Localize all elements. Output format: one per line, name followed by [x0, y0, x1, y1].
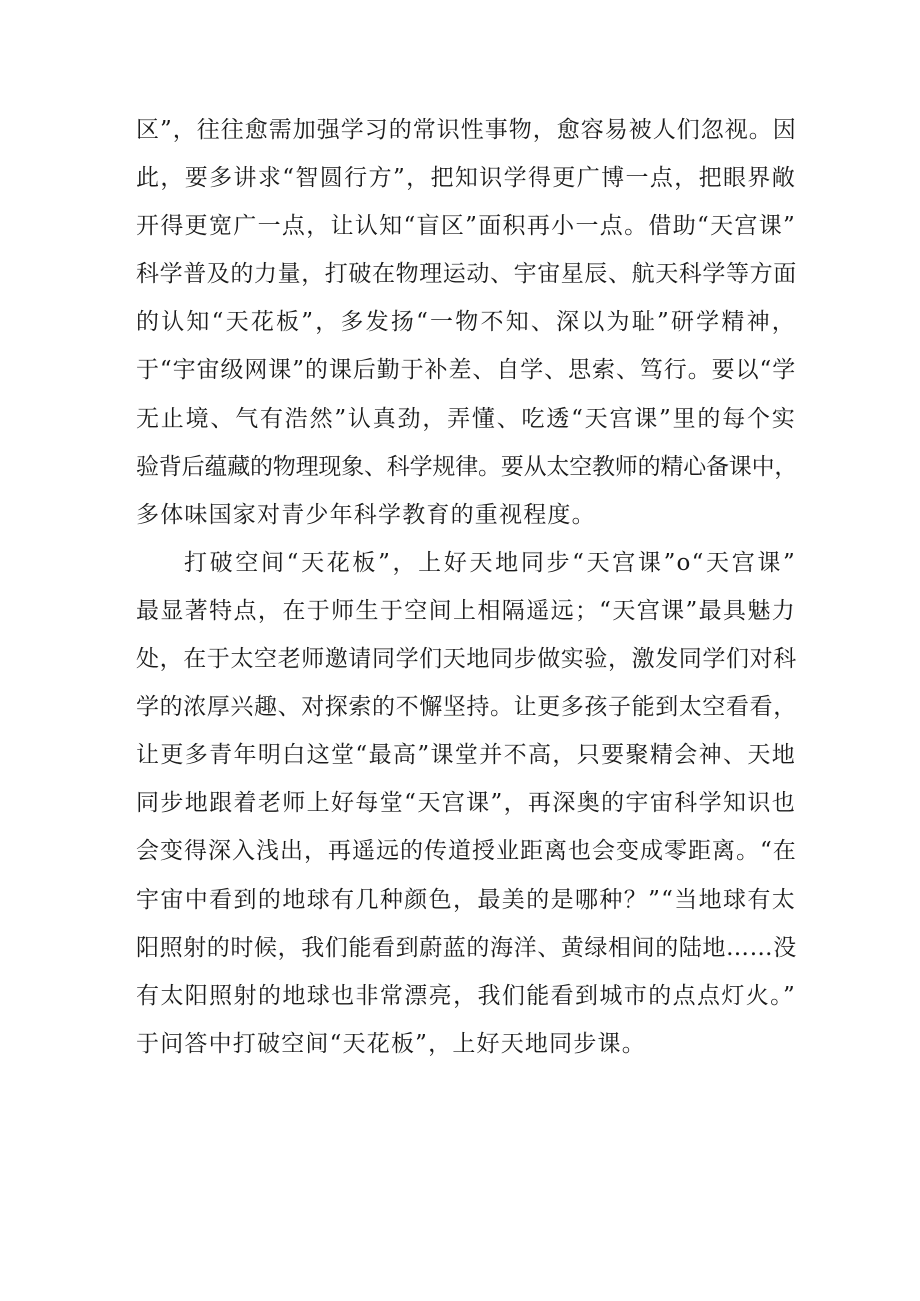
- text-line: 于“宇宙级网课”的课后勤于补差、自学、思索、笃行。要以“学: [136, 357, 796, 384]
- document-body: [136, 106, 796, 1068]
- text-line: 无止境、气有浩然”认真劲，弄懂、吃透“天宫课”里的每个实: [136, 405, 796, 432]
- text-line: 让更多青年明白这堂“最高”课堂并不高，只要聚精会神、天地: [136, 742, 796, 769]
- text-line: 阳照射的时候，我们能看到蔚蓝的海洋、黄绿相间的陆地……没: [136, 934, 797, 961]
- text-line: 会变得深入浅出，再遥远的传道授业距离也会变成零距离。“在: [136, 838, 797, 865]
- paragraph-2: [136, 539, 796, 1068]
- text-line: 有太阳照射的地球也非常漂亮，我们能看到城市的点点灯火。”: [136, 982, 796, 1009]
- text-line: 最显著特点，在于师生于空间上相隔遥远；“天宫课”最具魅力: [136, 597, 796, 624]
- text-line: 多体味国家对青少年科学教育的重视程度。: [136, 501, 596, 528]
- text-line: 区”，往往愈需加强学习的常识性事物，愈容易被人们忽视。因: [136, 117, 797, 143]
- text-line: 学的浓厚兴趣、对探索的不懈坚持。让更多孩子能到太空看看，: [136, 694, 797, 721]
- text-line: 验背后蕴藏的物理现象、科学规律。要从太空教师的精心备课中，: [136, 453, 798, 480]
- text-line: 处，在于太空老师邀请同学们天地同步做实验，激发同学们对科: [136, 646, 797, 673]
- text-line: 打破空间“天花板”，上好天地同步“天宫课”o“天宫课”: [184, 549, 796, 576]
- text-line: 开得更宽广一点，让认知“盲区”面积再小一点。借助“天宫课”: [136, 213, 796, 240]
- text-line: 科学普及的力量，打破在物理运动、宇宙星辰、航天科学等方面: [136, 261, 797, 288]
- text-line: 同步地跟着老师上好每堂“天宫课”，再深奥的宇宙科学知识也: [136, 790, 796, 817]
- text-line: 宇宙中看到的地球有几种颜色，最美的是哪种？”“当地球有太: [136, 886, 796, 913]
- text-line: 于问答中打破空间“天花板”，上好天地同步课。: [136, 1030, 646, 1057]
- text-line: 的认知“天花板”，多发扬“一物不知、深以为耻”研学精神，: [136, 309, 796, 336]
- text-line: 此，要多讲求“智圆行方”，把知识学得更广博一点，把眼界敞: [136, 165, 796, 192]
- paragraph-1: [136, 106, 796, 539]
